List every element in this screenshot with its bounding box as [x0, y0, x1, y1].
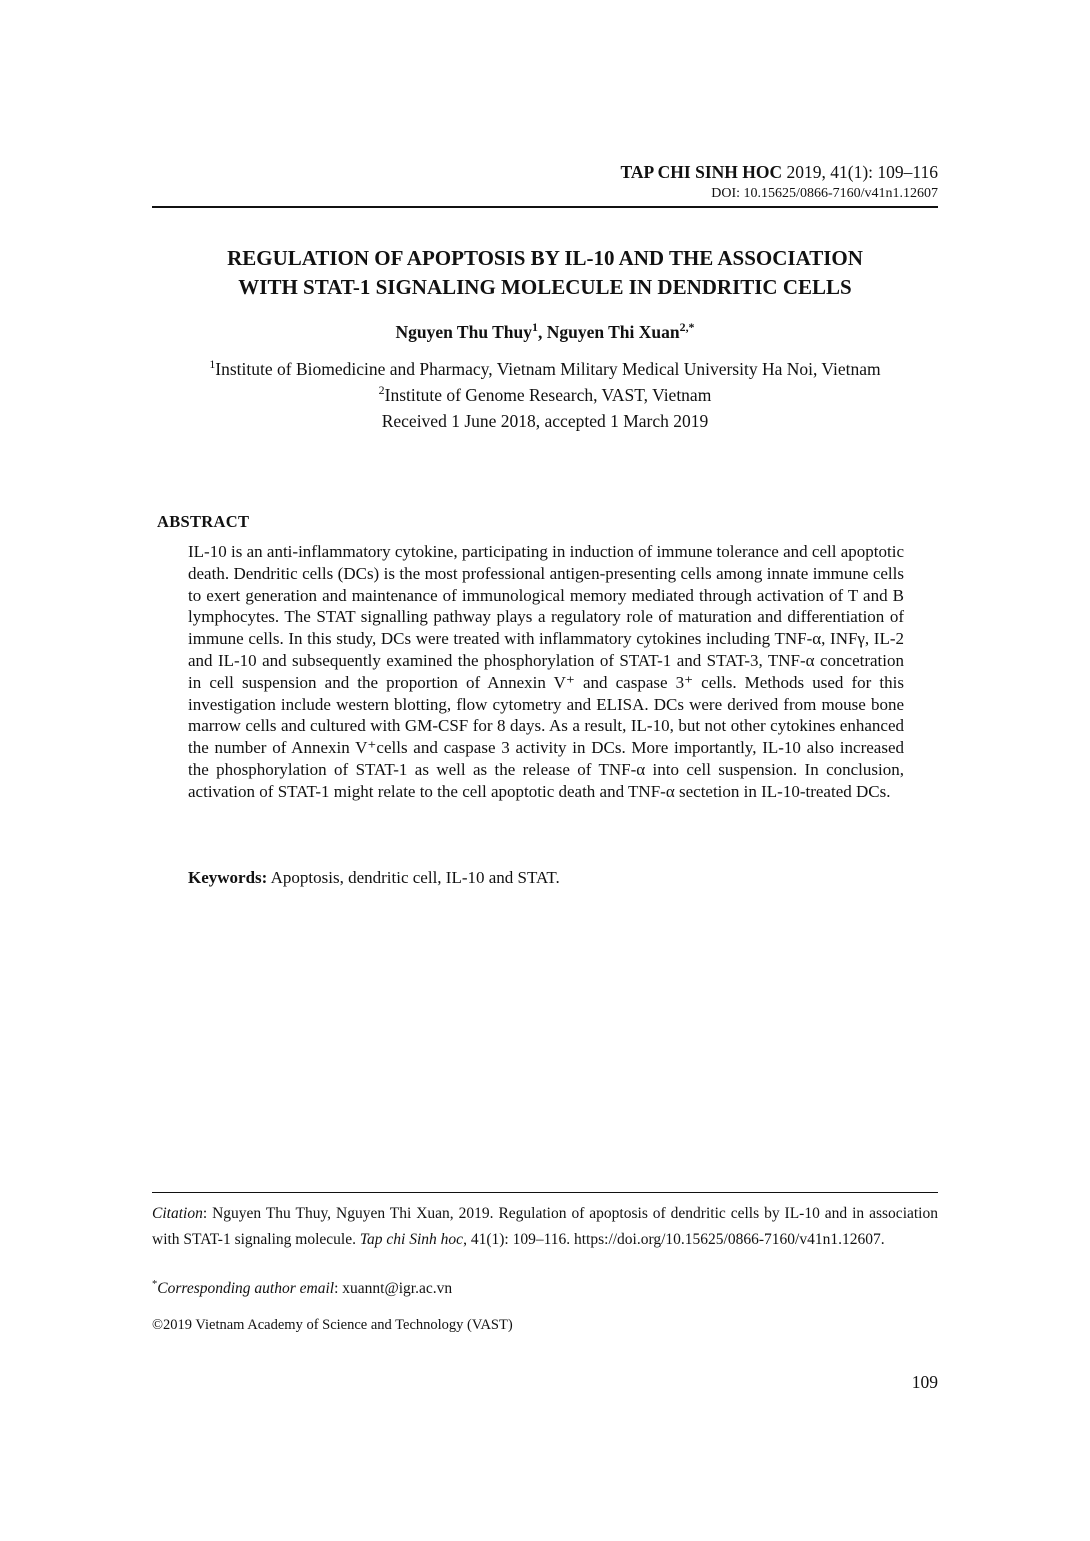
affiliation-2-sup: 2 — [378, 383, 385, 398]
keywords-line — [188, 868, 904, 888]
article-title-line2: WITH STAT-1 SIGNALING MOLECULE IN DENDRITIC CELLS — [238, 275, 852, 299]
affiliations — [152, 356, 938, 408]
citation-part1: : Nguyen Thu Thuy, Nguyen Thi Xuan, 2019. Regulation of apoptosis of dendritic cells by IL-10 and in association with STAT-1 signaling molecule. — [152, 1205, 938, 1248]
corresponding-author-line — [152, 1280, 938, 1298]
journal-issue: 2019, 41(1): 109–116 — [782, 162, 938, 182]
journal-header — [152, 162, 938, 202]
header-rule — [152, 206, 938, 208]
footer-rule — [152, 1192, 938, 1193]
abstract-body: IL-10 is an anti-inflammatory cytokine, participating in induction of immune tolerance and cell apoptotic death. Dendritic cells (DCs) is the most professional antigen-presenting cells among innate immune cells to exert generation and maintenance of immunological memory mediated through activation of T and B lymphocytes. The STAT signalling pathway plays a regulatory role of maturation and differentiation of immune cells. In this study, DCs were treated with inflammatory cytokines including TNF-α, INFγ, IL-2 and IL-10 and subsequently examined the phosphorylation of STAT-1 and STAT-3, TNF-α concetration in cell suspension and the proportion of Annexin V⁺ and caspase 3⁺ cells. Methods used for this investigation include western blotting, flow cytometry and ELISA. DCs were derived from mouse bone marrow cells and cultured with GM-CSF for 8 days. As a result, IL-10, but not other cytokines enhanced the number of Annexin V⁺cells and caspase 3 activity in DCs. More importantly, IL-10 also increased the phosphorylation of STAT-1 as well as the release of TNF-α into cell suspension. In conclusion, activation of STAT-1 might relate to the cell apoptotic death and TNF-α sectetion in IL-10-treated DCs. — [188, 542, 904, 801]
received-line: Received 1 June 2018, accepted 1 March 2019 — [381, 411, 709, 431]
author-2-sup: 2,* — [679, 320, 695, 335]
article-title — [152, 244, 938, 302]
affiliation-2: $^2$Institute of Genome Research, VAST, Vietnam — [378, 383, 712, 405]
affiliation-1: $^1$Institute of Biomedicine and Pharmacy, Vietnam Military Medical University Ha Noi, Vietnam — [209, 357, 881, 379]
corresponding-asterisk: * — [152, 1278, 158, 1290]
copyright-line: ©2019 Vietnam Academy of Science and Technology (VAST) — [152, 1317, 513, 1333]
citation-part2: , 41(1): 109–116. https://doi.org/10.15625/0866-7160/v41n1.12607. — [463, 1231, 885, 1248]
journal-title-line — [152, 162, 938, 183]
corresponding-label: Corresponding author email — [157, 1280, 335, 1297]
abstract-heading: ABSTRACT — [157, 512, 250, 531]
page-number: 109 — [911, 1372, 938, 1392]
citation-block — [152, 1201, 938, 1253]
journal-name: TAP CHI SINH HOC — [620, 162, 783, 182]
affiliation-1-sup: 1 — [209, 357, 216, 372]
citation-label: Citation — [152, 1205, 203, 1222]
corresponding-email: : xuannt@igr.ac.vn — [334, 1280, 453, 1297]
author-1: Nguyen Thu Thuy$^1$, — [395, 320, 547, 342]
authors-line — [152, 322, 938, 343]
doi-line: DOI: 10.15625/0866-7160/v41n1.12607 — [711, 186, 938, 201]
author-2: Nguyen Thi Xuan$^{2,*}$ — [546, 320, 695, 342]
keywords-label: Keywords: — [188, 868, 268, 887]
keywords-text: Apoptosis, dendritic cell, IL-10 and STAT. — [267, 868, 560, 887]
author-1-sup: 1 — [532, 320, 538, 335]
article-title-line1: REGULATION OF APOPTOSIS BY IL-10 AND THE ASSOCIATION — [227, 246, 863, 270]
citation-journal: Tap chi Sinh hoc — [359, 1231, 464, 1248]
